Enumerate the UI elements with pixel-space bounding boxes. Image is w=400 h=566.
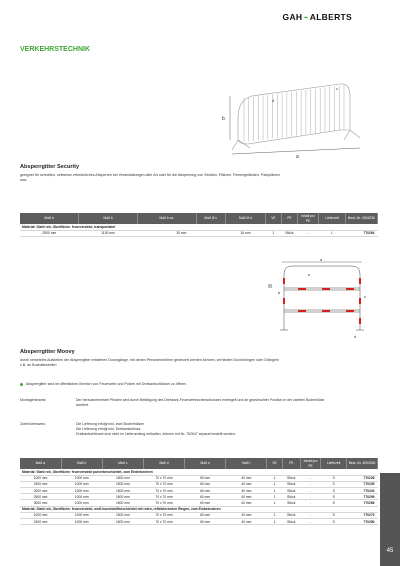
material-text: Material: Stahl roh, Oberfläche: feuerverzinkt, transportabel — [20, 224, 378, 230]
material-text: Material: Stahl roh, Oberfläche: feuerverzinkt, weiß kunststoffbeschichtet mit roten, reflektierenden Ringen, zum Einbetonieren — [20, 506, 378, 512]
product1-description: geeignet für schnelles, zeitweise erforderliches Absperren bei Veranstaltungen aller Art oder für die Absperrung von Straßen, Plätzen, Firmengeländen, Parkplätzen usw. — [20, 173, 280, 182]
cell: 40 mm — [226, 481, 267, 487]
cell: 1 — [265, 230, 281, 236]
cell: 1500 mm — [102, 475, 143, 481]
cell: 1 — [267, 512, 282, 518]
col-header: Maß b ca. — [137, 213, 196, 224]
article-number: 770280 — [347, 519, 378, 525]
security-barrier-drawing — [222, 78, 373, 160]
col-header: Maß e — [185, 458, 226, 469]
cell: 2500 mm — [20, 494, 61, 500]
article-number: 770235 — [347, 481, 378, 487]
cell: 1000 mm — [61, 481, 102, 487]
col-header: Inhalt pro PE — [297, 213, 318, 224]
table-header-row — [20, 458, 378, 469]
montage-text: Der herausnehmbare Pfosten wird durch Betätigung des Drehkant-Feuerwehrsicherschlosses entriegelt und an gewünschter Position in der zweiten Bodenhülse arretiert. — [76, 398, 325, 407]
cell: Stück — [282, 494, 300, 500]
cell: 60 mm — [185, 519, 226, 525]
cell: 16 mm — [225, 230, 265, 236]
cell: 1500 mm — [20, 519, 61, 525]
col-header: Inhalt pro PE — [300, 458, 321, 469]
cell: 1500 mm — [102, 481, 143, 487]
cell: - — [300, 488, 321, 494]
cell: 1 — [267, 500, 282, 506]
cell: S — [321, 500, 347, 506]
cell: L — [319, 230, 346, 236]
zubehoer-item: Dreikantschlüssel sind nicht im Lieferumfang enthalten, können mit Nr. 752647 separat bestellt werden. — [76, 432, 236, 436]
col-header: Maß b — [79, 213, 138, 224]
cell: 1500 mm — [20, 481, 61, 487]
article-number: 770266 — [347, 500, 378, 506]
col-header: PE — [281, 213, 297, 224]
cell: 70 x 70 mm — [143, 488, 184, 494]
product1-title: Absperrgitter Security — [20, 164, 80, 170]
product2-table — [20, 458, 378, 525]
cell: 1000 mm — [61, 488, 102, 494]
brand-left: GAH — [282, 12, 303, 22]
cell: 70 x 70 mm — [143, 519, 184, 525]
cell: Stück — [282, 475, 300, 481]
cell: Stück — [282, 500, 300, 506]
cell: 1 — [267, 481, 282, 487]
cell: 40 mm — [226, 494, 267, 500]
zubehoer-item: Die Lieferung erfolgt inkl. zwei Bodenhülsen — [76, 422, 145, 426]
cell: 70 x 70 mm — [143, 500, 184, 506]
cell: 40 mm — [226, 500, 267, 506]
cell: Stück — [282, 512, 300, 518]
cell: 3000 mm — [20, 500, 61, 506]
dim-b-label: b — [222, 116, 225, 122]
col-header: Lieferzeit — [321, 458, 347, 469]
cell: 60 mm — [185, 500, 226, 506]
cell: 1000 mm — [61, 494, 102, 500]
cell: 2000 mm — [20, 488, 61, 494]
cell: 70 x 70 mm — [143, 475, 184, 481]
dim-e-label: e — [308, 272, 311, 277]
cell: S — [321, 494, 347, 500]
cell: 70 x 70 mm — [143, 481, 184, 487]
cell: 1500 mm — [102, 500, 143, 506]
cell: Stück — [282, 481, 300, 487]
page-number: 45 — [386, 548, 394, 554]
brand-logo — [283, 12, 352, 23]
dim-a-label: a — [320, 257, 323, 262]
product2-description: durch versetztes Aufstellen der Absperrgitter entstehen Durchgänge, mit denen Personenströme gesteuert werden können, verhindert Durchdringen oder Drängeln z.B. an Bushaltestellen — [20, 358, 279, 367]
cell: S — [321, 488, 347, 494]
cell: 2500 mm — [20, 230, 79, 236]
cell: 1000 mm — [61, 519, 102, 525]
col-header: Best.-Nr. 4004336 — [345, 213, 377, 224]
cell: 1500 mm — [102, 494, 143, 500]
zubehoer-list — [76, 422, 336, 437]
cell: S — [321, 512, 347, 518]
cell: 40 mm — [226, 488, 267, 494]
col-header: Maß a — [20, 213, 79, 224]
col-header: VE — [265, 213, 281, 224]
product1-table — [20, 213, 378, 237]
product2-title: Absperrgitter Moovy — [20, 349, 75, 355]
col-header: Maß a — [20, 458, 61, 469]
col-header: Maß d — [143, 458, 184, 469]
cell: 1000 mm — [61, 512, 102, 518]
cell: 70 x 70 mm — [143, 494, 184, 500]
cell: 60 mm — [185, 488, 226, 494]
cell: 60 mm — [185, 481, 226, 487]
cell: - — [297, 230, 318, 236]
bullet-dot-icon — [20, 383, 23, 386]
cell: 1000 mm — [61, 500, 102, 506]
article-number: 770228 — [347, 475, 378, 481]
dim-d-label: d — [272, 98, 275, 103]
col-header: Best.-Nr. 4004336 — [347, 458, 378, 469]
cell: - — [300, 494, 321, 500]
dim-c-label: c — [336, 86, 338, 91]
col-header: Maß Ø c — [196, 213, 225, 224]
cell: 1500 mm — [102, 512, 143, 518]
table-row — [20, 519, 378, 525]
zubehoer-item: Die Lieferung erfolgt inkl. Dreikantschloss — [76, 427, 141, 431]
cell: S — [321, 481, 347, 487]
cell: 40 mm — [226, 512, 267, 518]
cell: 1 — [267, 488, 282, 494]
article-number: 770259 — [347, 494, 378, 500]
dim-a-label: a — [296, 154, 299, 160]
bullet-note — [20, 382, 187, 386]
dim-b-label: b — [278, 290, 281, 295]
bullet-text: Absperrgitter sind im öffentlichen Bereich von Feuerwehr und Polizei mit Dreikantschlüssel zu öffnen. — [26, 382, 187, 386]
cell: 40 mm — [226, 519, 267, 525]
material-text: Material: Stahl roh, Oberfläche: feuerverzinkt pulverbeschichtet, zum Einbetonieren — [20, 469, 378, 475]
col-header: Maß f — [226, 458, 267, 469]
cell: 40 mm — [226, 475, 267, 481]
cell: 1 — [267, 475, 282, 481]
col-header: PE — [282, 458, 300, 469]
brand-right: ALBERTS — [309, 12, 352, 22]
cell: - — [300, 500, 321, 506]
cell: Stück — [282, 519, 300, 525]
zubehoer-label: Zubehörhinweis: — [20, 422, 46, 426]
dim-c-label: c — [364, 294, 366, 299]
cell: S — [321, 475, 347, 481]
cell: 1000 mm — [20, 512, 61, 518]
article-number: 770273 — [347, 512, 378, 518]
cell: 1500 mm — [102, 488, 143, 494]
cell: 1500 mm — [102, 519, 143, 525]
cell: - — [300, 519, 321, 525]
cell: 1000 mm — [61, 475, 102, 481]
cell: 70 x 70 mm — [143, 512, 184, 518]
col-header: Maß b — [61, 458, 102, 469]
cell: 1000 mm — [20, 475, 61, 481]
col-header: VE — [267, 458, 282, 469]
montage-label: Montagehinweis: — [20, 398, 47, 402]
cell: 60 mm — [185, 475, 226, 481]
cell: 1100 mm — [79, 230, 138, 236]
brand-swoosh-icon: ⌁ — [303, 12, 309, 22]
cell: 1 — [267, 519, 282, 525]
dim-d-label: d — [354, 334, 357, 339]
cell: 60 mm — [185, 512, 226, 518]
article-number: 770242 — [347, 488, 378, 494]
cell: 1 — [267, 494, 282, 500]
table-row — [20, 230, 378, 236]
cell: Stück — [281, 230, 297, 236]
cell: S — [321, 519, 347, 525]
cell: 60 mm — [185, 494, 226, 500]
cell: 30 mm — [137, 230, 225, 236]
article-number: 770264 — [345, 230, 377, 236]
cell: - — [300, 512, 321, 518]
table-header-row — [20, 213, 378, 224]
col-header: Maß c — [102, 458, 143, 469]
cell: - — [300, 481, 321, 487]
col-header: Maß Ø d — [225, 213, 265, 224]
section-title: VERKEHRSTECHNIK — [20, 46, 91, 53]
cell: - — [300, 475, 321, 481]
moovy-barrier-drawing — [268, 258, 378, 344]
col-header: Lieferzeit — [319, 213, 346, 224]
cell: Stück — [282, 488, 300, 494]
